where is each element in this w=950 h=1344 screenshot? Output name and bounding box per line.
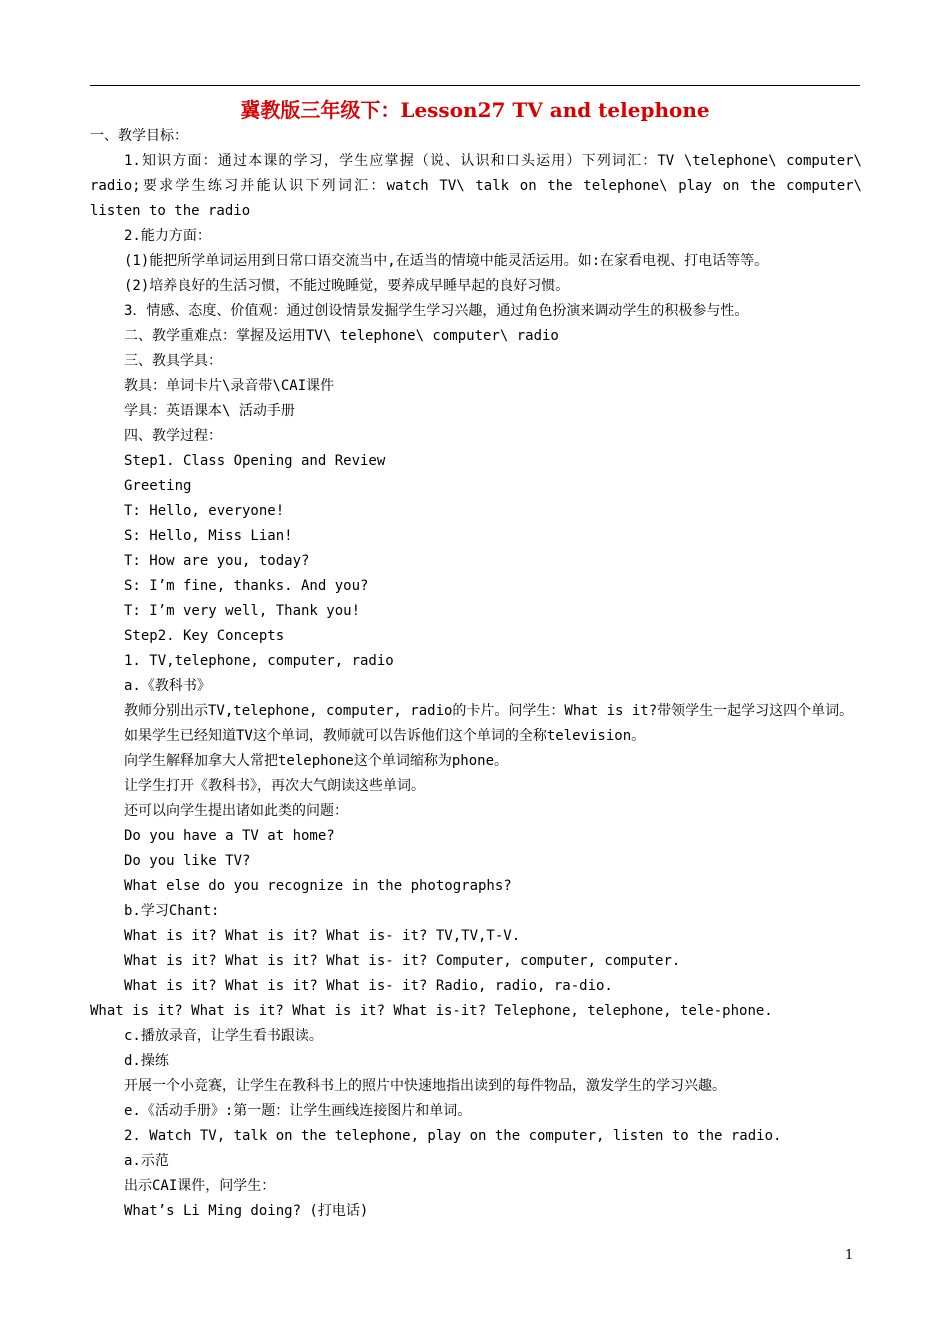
text-line: What is it? What is it? What is- it? Radio, radio, ra-dio. [124,978,613,994]
text-line: c.播放录音，让学生看书跟读。 [124,1028,323,1044]
text-line: a.示范 [124,1153,169,1169]
text-line: What is it? What is it? What is- it? TV,TV,T-V. [124,928,521,944]
text-line: 2.能力方面： [124,228,211,244]
text-line: What else do you recognize in the photographs? [124,878,512,894]
text-line: 出示CAI课件，问学生： [124,1178,276,1194]
text-line: T: Hello, everyone! [124,503,285,519]
text-line: a.《教科书》 [124,678,211,694]
text-line: 三、教具学具： [124,353,222,369]
text-line: 开展一个小竞赛，让学生在教科书上的照片中快速地指出读到的每件物品，激发学生的学习兴趣。 [124,1078,726,1094]
text-line: 向学生解释加拿大人常把telephone这个单词缩称为phone。 [124,753,509,769]
text-line: 教师分别出示TV,telephone, computer, radio的卡片。问学生：What is it?带领学生一起学习这四个单词。 [124,703,854,719]
text-line: Do you like TV? [124,853,251,869]
text-line: T: How are you, today? [124,553,310,569]
text-line: S: Hello, Miss Lian! [124,528,293,544]
text-line: (1)能把所学单词运用到日常口语交流当中,在适当的情境中能灵活运用。如:在家看电视、打电话等等。 [124,253,769,269]
text-line: e.《活动手册》:第一题：让学生画线连接图片和单词。 [124,1103,472,1119]
text-line: 学具：英语课本\ 活动手册 [124,403,295,419]
text-line: What’s Li Ming doing? (打电话) [124,1203,369,1219]
text-line: Step2. Key Concepts [124,628,285,644]
text-line: T: I’m very well, Thank you! [124,603,361,619]
document-body [90,124,862,1224]
text-line: Step1. Class Opening and Review [124,453,386,469]
text-line: 四、教学过程： [124,428,222,444]
text-line: 让学生打开《教科书》，再次大气朗读这些单词。 [124,778,425,794]
text-line: 如果学生已经知道TV这个单词，教师就可以告诉他们这个单词的全称television。 [124,728,646,744]
text-line: What is it? What is it? What is it? What is-it? Telephone, telephone, tele-phone. [90,1003,773,1019]
text-line: 还可以向学生提出诸如此类的问题： [124,803,348,819]
text-line: 3．情感、态度、价值观：通过创设情景发掘学生学习兴趣，通过角色扮演来调动学生的积极参与性。 [124,303,749,319]
text-line: d.操练 [124,1053,169,1069]
text-line: Do you have a TV at home? [124,828,335,844]
text-line: 2. Watch TV, talk on the telephone, play on the computer, listen to the radio. [124,1128,782,1144]
text-line: (2)培养良好的生活习惯，不能过晚睡觉，要养成早睡早起的良好习惯。 [124,278,570,294]
text-line: 1.知识方面：通过本课的学习，学生应掌握（说、认识和口头运用）下列词汇：TV \telephone\ computer\ radio;要求学生练习并能认识下列词汇：watch TV\ talk on the telephone\ play on the computer\ listen to the radio [90,153,862,219]
text-line: Greeting [124,478,192,494]
document-title: 冀教版三年级下：Lesson27 TV and telephone [240,98,710,122]
text-line: 教具：单词卡片\录音带\CAI课件 [124,378,335,394]
text-line: 一、教学目标： [90,128,188,144]
text-line: S: I’m fine, thanks. And you? [124,578,369,594]
text-line: 二、教学重难点：掌握及运用TV\ telephone\ computer\ radio [124,328,559,344]
page-number: 1 [845,1248,854,1263]
text-line: b.学习Chant: [124,903,220,919]
text-line: What is it? What is it? What is- it? Computer, computer, computer. [124,953,681,969]
text-line: 1. TV,telephone, computer, radio [124,653,394,669]
header-rule [90,85,860,86]
